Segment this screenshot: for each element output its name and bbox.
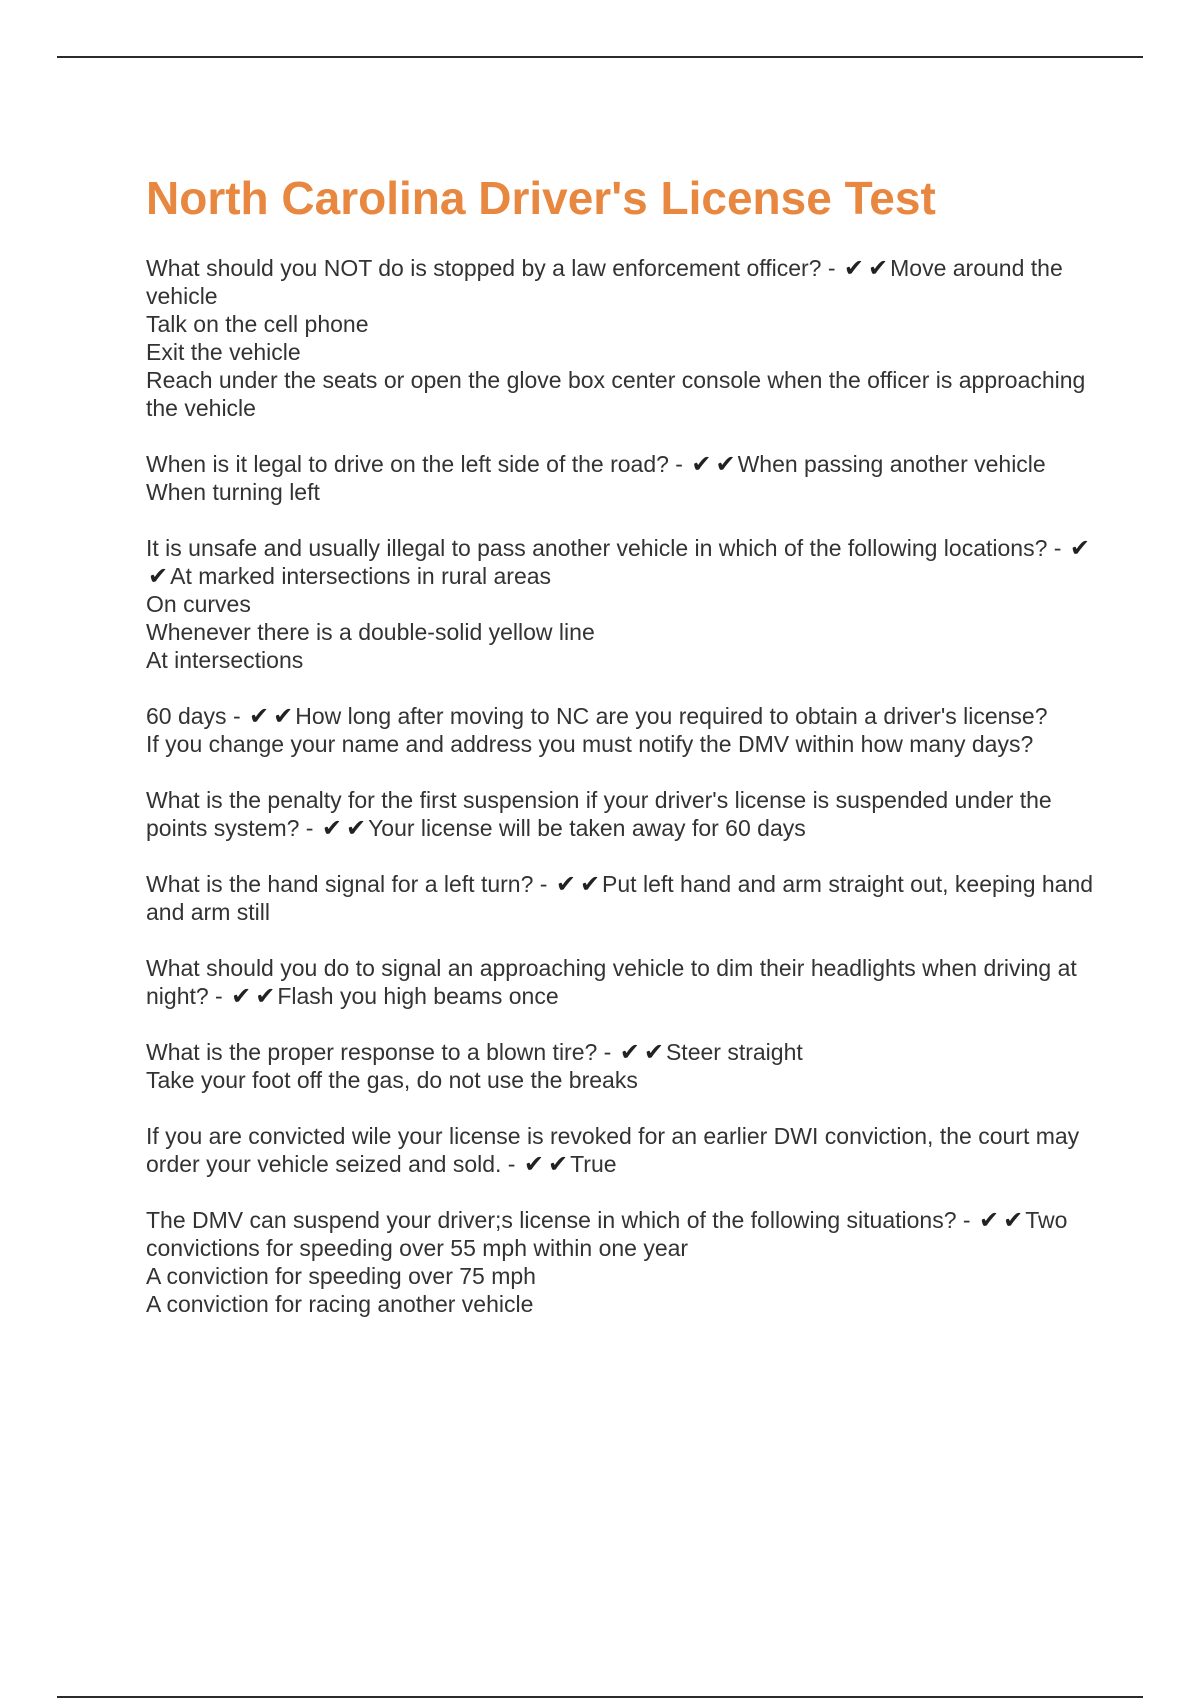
- answer-text: Whenever there is a double-solid yellow line: [146, 619, 595, 645]
- check-mark-icon: ✔: [1069, 534, 1090, 562]
- answer-text: At marked intersections in rural areas: [170, 563, 552, 589]
- check-mark-icon: ✔: [843, 254, 865, 282]
- answer-text: Two convictions for speeding over 55 mph within one year: [146, 1207, 1068, 1261]
- answer-text: Exit the vehicle: [146, 339, 301, 365]
- question-text: When is it legal to drive on the left side of the road? -: [146, 451, 690, 477]
- check-mark-icon: ✔: [978, 1206, 1000, 1234]
- question-text: What is the proper response to a blown tire? -: [146, 1039, 618, 1065]
- question-text: What is the hand signal for a left turn? -: [146, 871, 554, 897]
- question-text: If you are convicted wile your license is revoked for an earlier DWI conviction, the court may order your vehicle seized and sold. -: [146, 1123, 1080, 1177]
- answer-text: When passing another vehicle: [737, 451, 1046, 477]
- bottom-divider: [57, 1696, 1143, 1698]
- answer-text: Talk on the cell phone: [146, 311, 369, 337]
- answer-text: Take your foot off the gas, do not use the breaks: [146, 1067, 638, 1093]
- answer-text: Move around the vehicle: [146, 255, 1063, 309]
- check-mark-icon: ✔: [691, 450, 712, 478]
- question-text: What should you do to signal an approaching vehicle to dim their headlights when driving at night? -: [146, 955, 1077, 1009]
- question-text: What is the penalty for the first suspension if your driver's license is suspended under the points system? -: [146, 787, 1052, 841]
- answer-text: A conviction for speeding over 75 mph: [146, 1263, 536, 1289]
- check-mark-icon: ✔: [273, 702, 294, 730]
- answer-text: Flash you high beams once: [277, 983, 559, 1009]
- qa-item: [146, 702, 1096, 758]
- document-title: North Carolina Driver's License Test: [146, 172, 936, 224]
- answer-text: A conviction for racing another vehicle: [146, 1291, 534, 1317]
- qa-list: [146, 254, 1096, 1318]
- check-mark-icon: ✔: [345, 814, 367, 842]
- check-mark-icon: ✔: [249, 702, 270, 730]
- qa-item: [146, 254, 1096, 422]
- document-body: [146, 170, 1096, 1346]
- check-mark-icon: ✔: [868, 254, 889, 282]
- check-mark-icon: ✔: [547, 1150, 569, 1178]
- answer-text: How long after moving to NC are you required to obtain a driver's license?: [295, 703, 1048, 729]
- check-mark-icon: ✔: [231, 982, 252, 1010]
- answer-text: Steer straight: [665, 1039, 803, 1065]
- answer-text: True: [570, 1151, 617, 1177]
- qa-item: [146, 786, 1096, 842]
- check-mark-icon: ✔: [619, 1038, 640, 1066]
- answer-text: Reach under the seats or open the glove box center console when the officer is approaching the vehicle: [146, 367, 1086, 421]
- question-text: What should you NOT do is stopped by a law enforcement officer? -: [146, 255, 842, 281]
- check-mark-icon: ✔: [555, 870, 576, 898]
- check-mark-icon: ✔: [255, 982, 276, 1010]
- qa-item: [146, 954, 1096, 1010]
- answer-text: Put left hand and arm straight out, keeping hand and arm still: [146, 871, 1094, 925]
- check-mark-icon: ✔: [523, 1150, 544, 1178]
- check-mark-icon: ✔: [1003, 1206, 1024, 1234]
- answer-text: Your license will be taken away for 60 days: [368, 815, 806, 841]
- answer-text: When turning left: [146, 479, 320, 505]
- top-divider: [57, 56, 1143, 58]
- qa-item: [146, 450, 1096, 506]
- qa-item: [146, 1038, 1096, 1094]
- check-mark-icon: ✔: [321, 814, 342, 842]
- qa-item: [146, 870, 1096, 926]
- check-mark-icon: ✔: [148, 562, 169, 590]
- check-mark-icon: ✔: [579, 870, 601, 898]
- qa-item: [146, 1122, 1096, 1178]
- check-mark-icon: ✔: [715, 450, 736, 478]
- question-text: The DMV can suspend your driver;s license in which of the following situations? -: [146, 1207, 977, 1233]
- check-mark-icon: ✔: [643, 1038, 664, 1066]
- answer-text: If you change your name and address you must notify the DMV within how many days?: [146, 731, 1034, 757]
- qa-item: [146, 1206, 1096, 1318]
- qa-item: [146, 534, 1096, 674]
- answer-text: At intersections: [146, 647, 304, 673]
- question-text: It is unsafe and usually illegal to pass another vehicle in which of the following locations? -: [146, 535, 1068, 561]
- question-text: 60 days -: [146, 703, 247, 729]
- answer-text: On curves: [146, 591, 251, 617]
